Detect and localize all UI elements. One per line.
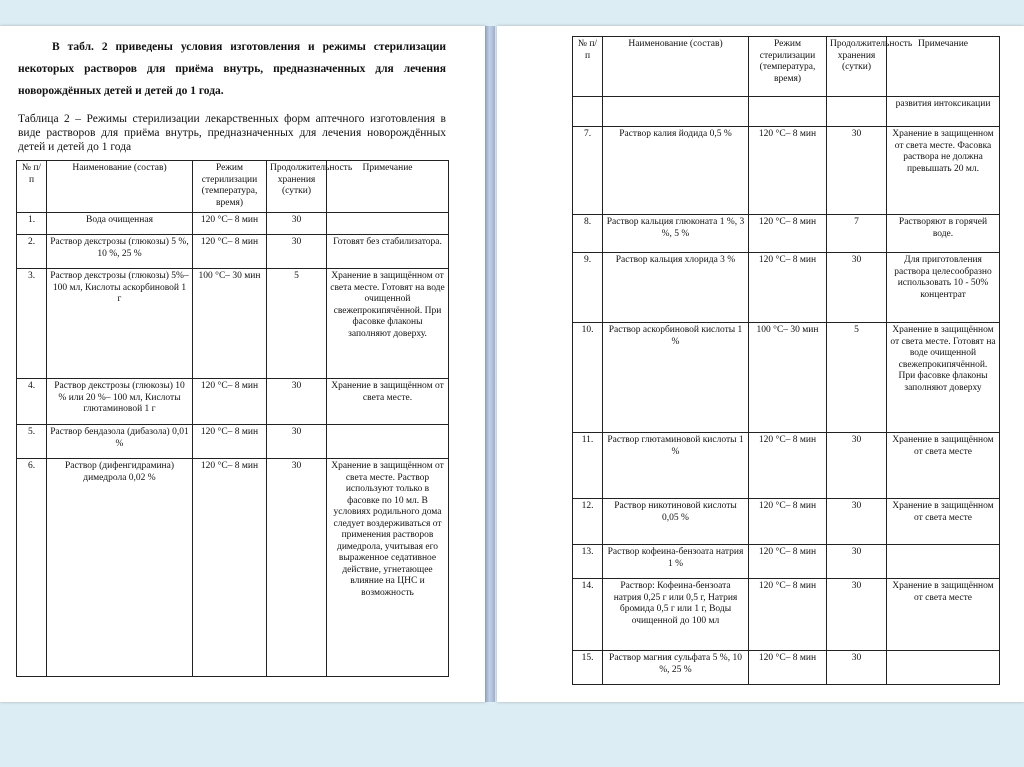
row-num: 5. xyxy=(17,425,47,459)
row-shelf: 5 xyxy=(827,323,887,433)
row-name: Раствор декстрозы (глюкозы) 5%– 100 мл, Кислоты аскорбиновой 1 г xyxy=(47,269,193,379)
row-mode: 120 °C– 8 мин xyxy=(193,235,267,269)
row-num: 8. xyxy=(573,215,603,253)
sterilization-table-left xyxy=(16,160,449,677)
table-row xyxy=(573,651,1000,685)
row-name: Раствор аскорбиновой кислоты 1 % xyxy=(603,323,749,433)
carry-over-note: развития интоксикации xyxy=(887,97,1000,127)
row-shelf: 30 xyxy=(267,379,327,425)
row-num: 15. xyxy=(573,651,603,685)
header-name: Наименование (состав) xyxy=(47,161,193,213)
row-note: Хранение в защищённом от света месте xyxy=(887,579,1000,651)
row-num: 9. xyxy=(573,253,603,323)
row-shelf: 30 xyxy=(267,213,327,235)
row-note: Хранение в защищённом от света месте. Готовят на воде очищенной свежепрокипячённой. При фасовке флаконы заполняют доверху xyxy=(887,323,1000,433)
table-row xyxy=(573,499,1000,545)
row-num: 6. xyxy=(17,459,47,677)
right-document-page xyxy=(497,26,1024,702)
row-name: Раствор глютаминовой кислоты 1 % xyxy=(603,433,749,499)
row-name: Раствор декстрозы (глюкозы) 5 %, 10 %, 25 % xyxy=(47,235,193,269)
row-num: 13. xyxy=(573,545,603,579)
row-num: 14. xyxy=(573,579,603,651)
row-shelf: 30 xyxy=(827,651,887,685)
header-mode: Режим стерилизации (температура, время) xyxy=(749,37,827,97)
row-note xyxy=(327,213,449,235)
table-row xyxy=(573,253,1000,323)
table-row xyxy=(17,235,449,269)
table-row xyxy=(17,459,449,677)
row-shelf: 30 xyxy=(827,127,887,215)
row-shelf: 30 xyxy=(267,425,327,459)
row-shelf: 30 xyxy=(827,433,887,499)
row-note xyxy=(327,425,449,459)
table-caption: Таблица 2 – Режимы стерилизации лекарственных форм аптечного изготовления в виде растворов для приёма внутрь, предназначенных для лечения новорождённых детей и детей до 1 года xyxy=(18,113,446,153)
header-num: № п/п xyxy=(573,37,603,97)
row-mode: 120 °C– 8 мин xyxy=(749,651,827,685)
row-num: 2. xyxy=(17,235,47,269)
row-num: 11. xyxy=(573,433,603,499)
row-mode: 120 °C– 8 мин xyxy=(749,253,827,323)
row-num: 7. xyxy=(573,127,603,215)
row-note xyxy=(887,545,1000,579)
row-num: 3. xyxy=(17,269,47,379)
row-note: Хранение в защищенном от света месте. Фасовка раствора не должна превышать 20 мл. xyxy=(887,127,1000,215)
row-note: Для приготовления раствора целесообразно использовать 10 - 50% концентрат xyxy=(887,253,1000,323)
row-note: Хранение в защищённом от света месте xyxy=(887,499,1000,545)
row-name: Раствор магния сульфата 5 %, 10 %, 25 % xyxy=(603,651,749,685)
row-num xyxy=(573,97,603,127)
row-name: Раствор кальция хлорида 3 % xyxy=(603,253,749,323)
row-shelf: 30 xyxy=(267,459,327,677)
row-name: Раствор бендазола (дибазола) 0,01 % xyxy=(47,425,193,459)
row-note: Хранение в защищённом от света месте. xyxy=(327,379,449,425)
row-mode: 120 °C– 8 мин xyxy=(193,379,267,425)
row-shelf: 30 xyxy=(827,253,887,323)
row-shelf: 30 xyxy=(267,235,327,269)
intro-paragraph: В табл. 2 приведены условия изготовления и режимы стерилизации некоторых растворов для приёма внутрь, предназначенных для лечения новорождённых детей и детей до 1 года. xyxy=(18,41,446,97)
header-name: Наименование (состав) xyxy=(603,37,749,97)
row-name: Раствор калия йодида 0,5 % xyxy=(603,127,749,215)
row-num: 4. xyxy=(17,379,47,425)
row-mode: 120 °C– 8 мин xyxy=(749,579,827,651)
row-note: Хранение в защищённом от света месте. Готовят на воде очищенной свежепрокипячённой. При фасовке флаконы заполняют доверху. xyxy=(327,269,449,379)
row-mode xyxy=(749,97,827,127)
header-shelf: Продолжительность хранения (сутки) xyxy=(267,161,327,213)
left-document-page xyxy=(0,26,486,702)
row-mode: 120 °C– 8 мин xyxy=(749,545,827,579)
row-num: 12. xyxy=(573,499,603,545)
row-note xyxy=(887,651,1000,685)
header-shelf: Продолжительность хранения (сутки) xyxy=(827,37,887,97)
table-row xyxy=(573,127,1000,215)
row-name: Раствор никотиновой кислоты 0,05 % xyxy=(603,499,749,545)
row-mode: 120 °C– 8 мин xyxy=(749,433,827,499)
row-mode: 120 °C– 8 мин xyxy=(749,127,827,215)
header-num: № п/п xyxy=(17,161,47,213)
table-row xyxy=(573,323,1000,433)
row-num: 1. xyxy=(17,213,47,235)
header-mode: Режим стерилизации (температура, время) xyxy=(193,161,267,213)
row-name: Раствор (дифенгидрамина) димедрола 0,02 % xyxy=(47,459,193,677)
row-note: Растворяют в горячей воде. xyxy=(887,215,1000,253)
header-note: Примечание xyxy=(327,161,449,213)
row-shelf xyxy=(827,97,887,127)
row-shelf: 30 xyxy=(827,545,887,579)
table-row xyxy=(573,97,1000,127)
table-row xyxy=(17,213,449,235)
row-shelf: 5 xyxy=(267,269,327,379)
row-name: Раствор декстрозы (глюкозы) 10 % или 20 %– 100 мл, Кислоты глютаминовой 1 г xyxy=(47,379,193,425)
table-row xyxy=(17,425,449,459)
row-shelf: 30 xyxy=(827,499,887,545)
table-row xyxy=(17,269,449,379)
table-row xyxy=(573,433,1000,499)
sterilization-table-right xyxy=(572,36,1000,685)
row-name: Раствор кофеина-бензоата натрия 1 % xyxy=(603,545,749,579)
row-note: Хранение в защищённом от света месте. Раствор используют только в фасовке по 10 мл. В условиях родильного дома следует воздерживаться от применения растворов димедрола, учитывая его выраженное седативное действие, угнетающее влияние на ЦНС и возможность xyxy=(327,459,449,677)
row-name: Раствор кальция глюконата 1 %, 3 %, 5 % xyxy=(603,215,749,253)
row-shelf: 30 xyxy=(827,579,887,651)
header-note: Примечание xyxy=(887,37,1000,97)
row-mode: 120 °C– 8 мин xyxy=(193,213,267,235)
row-shelf: 7 xyxy=(827,215,887,253)
row-mode: 120 °C– 8 мин xyxy=(193,425,267,459)
page-divider xyxy=(485,26,495,702)
row-name xyxy=(603,97,749,127)
row-name: Вода очищенная xyxy=(47,213,193,235)
row-name: Раствор: Кофеина-бензоата натрия 0,25 г или 0,5 г, Натрия бромида 0,5 г или 1 г, Воды очищенной до 100 мл xyxy=(603,579,749,651)
table-row xyxy=(573,579,1000,651)
table-row xyxy=(573,545,1000,579)
row-num: 10. xyxy=(573,323,603,433)
row-mode: 100 °C– 30 мин xyxy=(193,269,267,379)
row-mode: 120 °C– 8 мин xyxy=(193,459,267,677)
table-row xyxy=(17,379,449,425)
row-mode: 120 °C– 8 мин xyxy=(749,499,827,545)
row-note: Готовят без стабилизатора. xyxy=(327,235,449,269)
row-note: Хранение в защищённом от света месте xyxy=(887,433,1000,499)
row-mode: 100 °C– 30 мин xyxy=(749,323,827,433)
table-row xyxy=(573,215,1000,253)
row-mode: 120 °C– 8 мин xyxy=(749,215,827,253)
